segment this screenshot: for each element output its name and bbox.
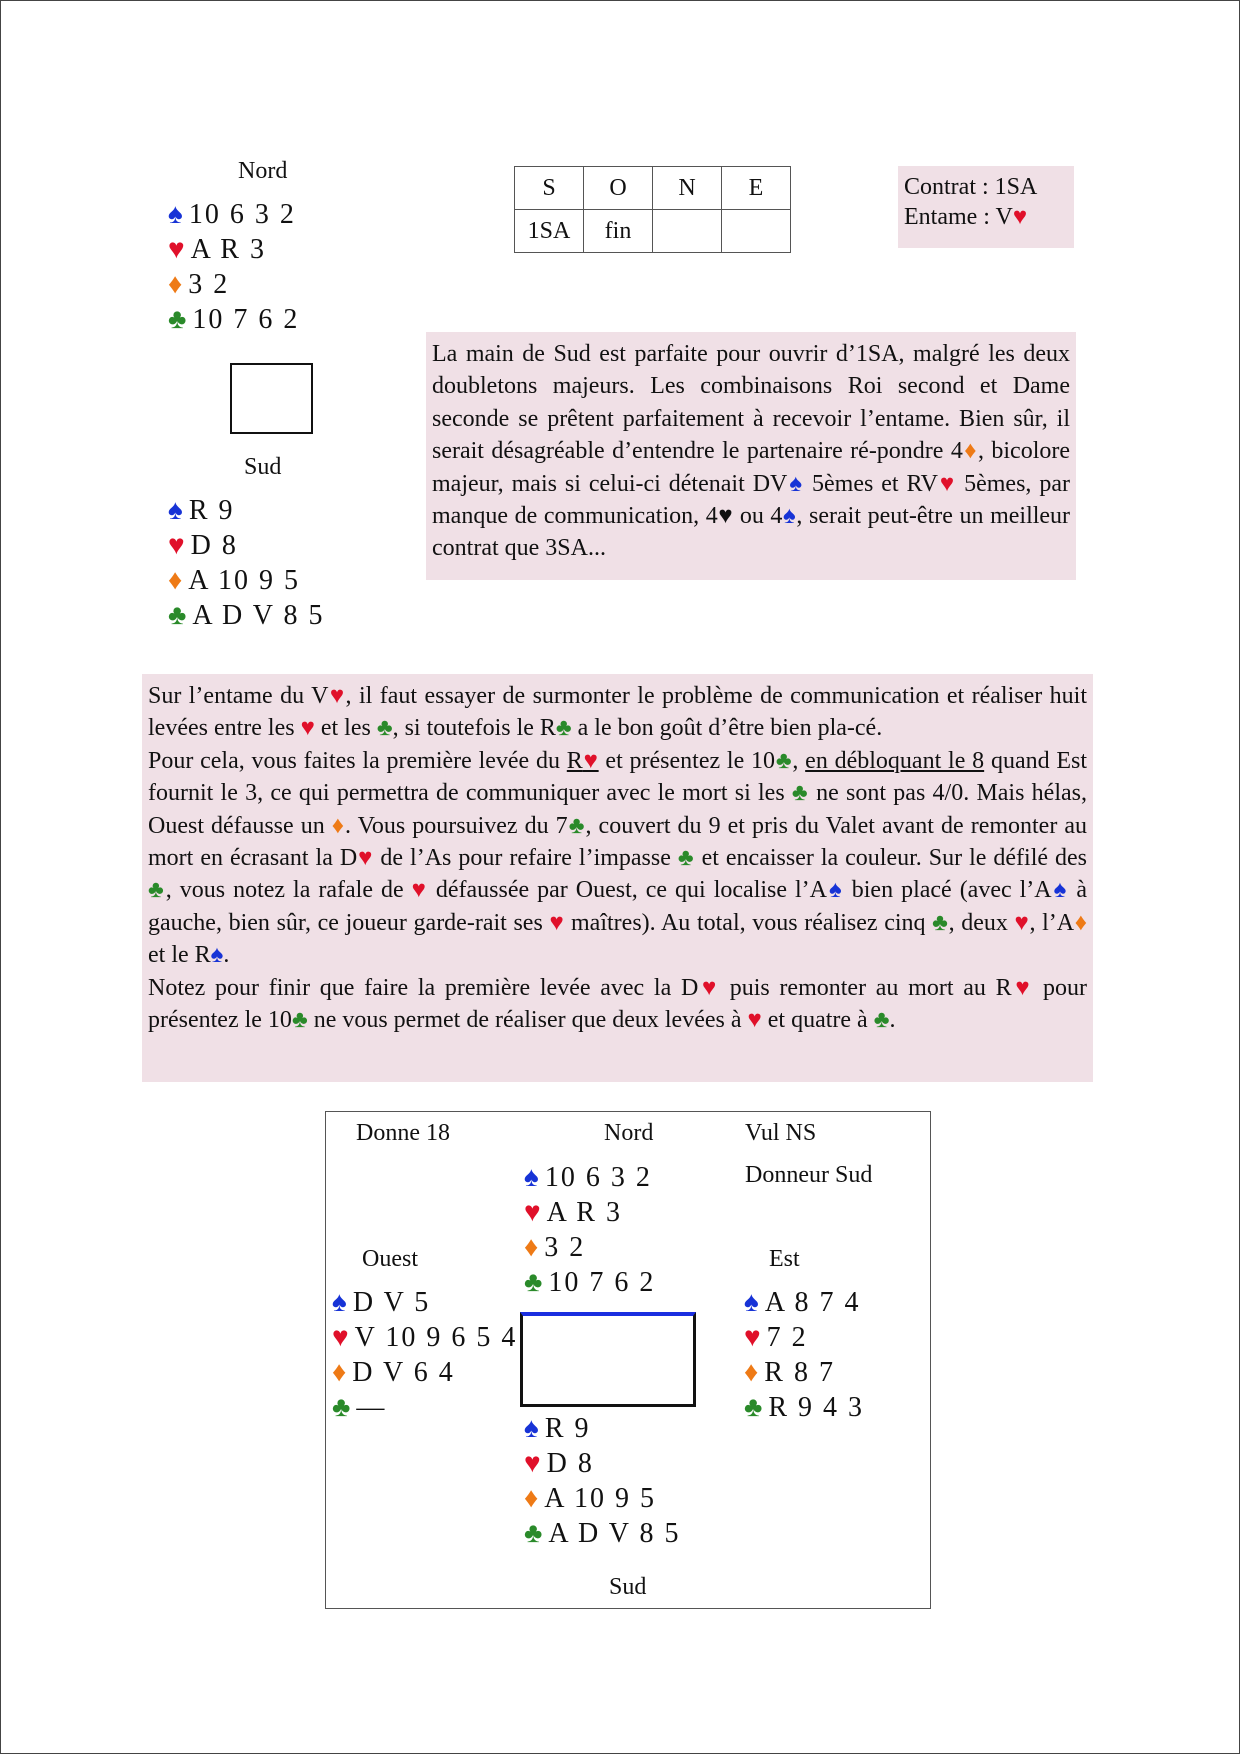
south-spades: ♠ R 9 — [524, 1413, 591, 1444]
north-hearts: ♥ A R 3 — [168, 234, 266, 265]
bid-header: E — [722, 167, 791, 210]
club-icon: ♣ — [376, 715, 393, 742]
club-icon: ♣ — [744, 1392, 765, 1423]
club-icon: ♣ — [791, 780, 809, 807]
spade-icon: ♠ — [168, 199, 185, 230]
spade-icon: ♠ — [524, 1162, 541, 1193]
commentary-2-text-c: Notez pour finir que faire la première levée avec la D♥ puis remonter au mort au R♥ pour présentez le 10♣ ne vous permet de réaliser que deux levées à ♥ et quatre à ♣. — [148, 974, 1088, 1034]
bid-cell: 1SA — [515, 210, 584, 253]
commentary-2-text-a: Sur l’entame du V♥, il faut essayer de surmonter le problème de communication et réaliser huit levées entre les ♥ et les ♣, si toutefois le R♣ a le bon goût d’être bien pla-cé. — [148, 683, 1087, 742]
diagram-west-hand — [332, 1285, 517, 1425]
bidding-row — [515, 210, 791, 253]
north-label: Nord — [238, 158, 288, 184]
south-hand — [168, 493, 324, 633]
north-spades: ♠ 10 6 3 2 — [524, 1162, 652, 1193]
bid-cell — [722, 210, 791, 253]
heart-icon: ♥ — [524, 1197, 543, 1228]
heart-icon: ♥ — [549, 909, 565, 936]
heart-icon: ♥ — [357, 845, 374, 872]
south-spades: ♠ R 9 — [168, 495, 235, 526]
diamond-icon: ♦ — [168, 565, 185, 596]
bidding-header-row — [515, 167, 791, 210]
diamond-icon: ♦ — [332, 1357, 349, 1388]
west-spades: ♠ D V 5 — [332, 1287, 431, 1318]
club-icon: ♣ — [677, 845, 695, 872]
heart-icon: ♥ — [698, 974, 720, 1001]
diagram-south-label: Sud — [609, 1574, 647, 1600]
diagram-table-box — [520, 1312, 696, 1407]
diagram-west-label: Ouest — [362, 1246, 418, 1272]
south-clubs: ♣ A D V 8 5 — [168, 600, 325, 631]
diagram-south-hand — [524, 1411, 680, 1551]
bid-cell: fin — [584, 210, 653, 253]
spade-icon: ♠ — [210, 942, 224, 969]
commentary-2-text-b: Pour cela, vous faites la première levée du R♥ et présentez le 10♣, en débloquant le 8 quand Est fournit le 3, ce qui permettra de communiquer avec le mort si les ♣ ne sont pas 4/0. Mais hélas, Ouest défausse un ♦. Vous poursuivez du 7♣, couvert du 9 et pris du Valet avant de remonter au mort en écrasant la D♥ de l’As pour refaire l’impasse ♣ et encaisser la couleur. Sur le défilé des ♣, vous notez la rafale de ♥ défaussée par Ouest, ce qui localise l’A♠ bien placé (avec l’A♠ à gauche, bien sûr, ce joueur garde-rait ses ♥ maîtres). Au total, vous réalisez cinq ♣, deux ♥, l’A♦ et le R♠. — [148, 747, 1088, 969]
heart-icon: ♥ — [168, 530, 187, 561]
north-hand — [168, 197, 299, 337]
heart-icon: ♥ — [524, 1448, 543, 1479]
south-hearts: ♥ D 8 — [524, 1448, 594, 1479]
dealer: Donneur Sud — [745, 1162, 873, 1188]
south-diamonds: ♦ A 10 9 5 — [168, 565, 300, 596]
vulnerability: Vul NS — [745, 1120, 817, 1146]
heart-icon: ♥ — [582, 747, 599, 774]
north-diamonds: ♦ 3 2 — [524, 1232, 586, 1263]
east-clubs: ♣ R 9 4 3 — [744, 1392, 865, 1423]
club-icon: ♣ — [873, 1007, 890, 1034]
heart-icon: ♥ — [1012, 204, 1028, 230]
heart-icon: ♥ — [937, 470, 957, 497]
diagram-east-label: Est — [769, 1246, 800, 1272]
west-clubs: ♣ — — [332, 1392, 387, 1423]
heart-icon: ♥ — [1014, 909, 1030, 936]
heart-icon: ♥ — [332, 1322, 351, 1353]
east-diamonds: ♦ R 8 7 — [744, 1357, 835, 1388]
heart-icon: ♥ — [328, 683, 346, 709]
south-diamonds: ♦ A 10 9 5 — [524, 1483, 656, 1514]
diamond-icon: ♦ — [962, 438, 978, 465]
diamond-icon: ♦ — [524, 1483, 541, 1514]
spade-icon: ♠ — [827, 877, 844, 904]
contract-line: Contrat : 1SA — [904, 174, 1038, 200]
diamond-icon: ♦ — [744, 1357, 761, 1388]
north-clubs: ♣ 10 7 6 2 — [168, 304, 300, 335]
club-icon: ♣ — [567, 812, 586, 839]
heart-icon: ♥ — [744, 1322, 763, 1353]
club-icon: ♣ — [524, 1518, 545, 1549]
diagram-north-hand — [524, 1160, 655, 1300]
club-icon: ♣ — [775, 747, 793, 774]
club-icon: ♣ — [168, 600, 189, 631]
lead-line: Entame : V♥ — [904, 204, 1028, 230]
north-spades: ♠ 10 6 3 2 — [168, 199, 296, 230]
diamond-icon: ♦ — [1074, 909, 1088, 936]
west-hearts: ♥ V 10 9 6 5 4 — [332, 1322, 518, 1353]
south-clubs: ♣ A D V 8 5 — [524, 1518, 681, 1549]
deal-number: Donne 18 — [356, 1120, 450, 1146]
diamond-icon: ♦ — [524, 1232, 541, 1263]
diamond-icon: ♦ — [168, 269, 185, 300]
heart-icon: ♥ — [747, 1007, 762, 1034]
club-icon: ♣ — [168, 304, 189, 335]
diamond-icon: ♦ — [331, 812, 346, 839]
east-spades: ♠ A 8 7 4 — [744, 1287, 861, 1318]
spade-icon: ♠ — [168, 495, 185, 526]
club-icon: ♣ — [148, 877, 166, 904]
contract-box — [898, 166, 1074, 248]
north-diamonds: ♦ 3 2 — [168, 269, 230, 300]
heart-icon: ♥ — [168, 234, 187, 265]
bid-header: N — [653, 167, 722, 210]
club-icon: ♣ — [291, 1007, 308, 1034]
commentary-1-text: La main de Sud est parfaite pour ouvrir d’1SA, malgré les deux doubletons majeurs. Les combinaisons Roi second et Dame seconde se prêtent parfaitement à recevoir l’entame. Bien sûr, il serait désagréable d’entendre le partenaire ré-pondre 4♦, bicolore majeur, mais si celui-ci détenait DV♠ 5èmes et RV♥ 5èmes, par manque de communication, 4♥ ou 4♠, serait peut-être un meilleur contrat que 3SA... — [432, 341, 1071, 562]
south-hearts: ♥ D 8 — [168, 530, 238, 561]
club-icon: ♣ — [932, 909, 949, 936]
club-icon: ♣ — [555, 715, 572, 742]
heart-icon: ♥ — [1011, 974, 1034, 1001]
heart-icon: ♥ — [411, 877, 428, 904]
south-label: Sud — [244, 454, 282, 480]
spade-icon: ♠ — [787, 470, 805, 497]
east-hearts: ♥ 7 2 — [744, 1322, 808, 1353]
club-icon: ♣ — [524, 1267, 545, 1298]
club-icon: ♣ — [332, 1392, 353, 1423]
spade-icon: ♠ — [744, 1287, 761, 1318]
bid-header: S — [515, 167, 584, 210]
spade-icon: ♠ — [332, 1287, 349, 1318]
diagram-north-label: Nord — [604, 1120, 654, 1146]
bid-header: O — [584, 167, 653, 210]
bid-cell — [653, 210, 722, 253]
spade-icon: ♠ — [782, 503, 797, 530]
bidding-table — [514, 166, 791, 253]
diagram-east-hand — [744, 1285, 864, 1425]
north-clubs: ♣ 10 7 6 2 — [524, 1267, 656, 1298]
spade-icon: ♠ — [524, 1413, 541, 1444]
table-box — [230, 363, 313, 434]
spade-icon: ♠ — [1051, 877, 1069, 904]
north-hearts: ♥ A R 3 — [524, 1197, 622, 1228]
commentary-2 — [142, 674, 1093, 1082]
west-diamonds: ♦ D V 6 4 — [332, 1357, 455, 1388]
commentary-1 — [426, 332, 1076, 580]
heart-icon: ♥ — [717, 503, 734, 530]
heart-icon: ♥ — [300, 715, 315, 742]
